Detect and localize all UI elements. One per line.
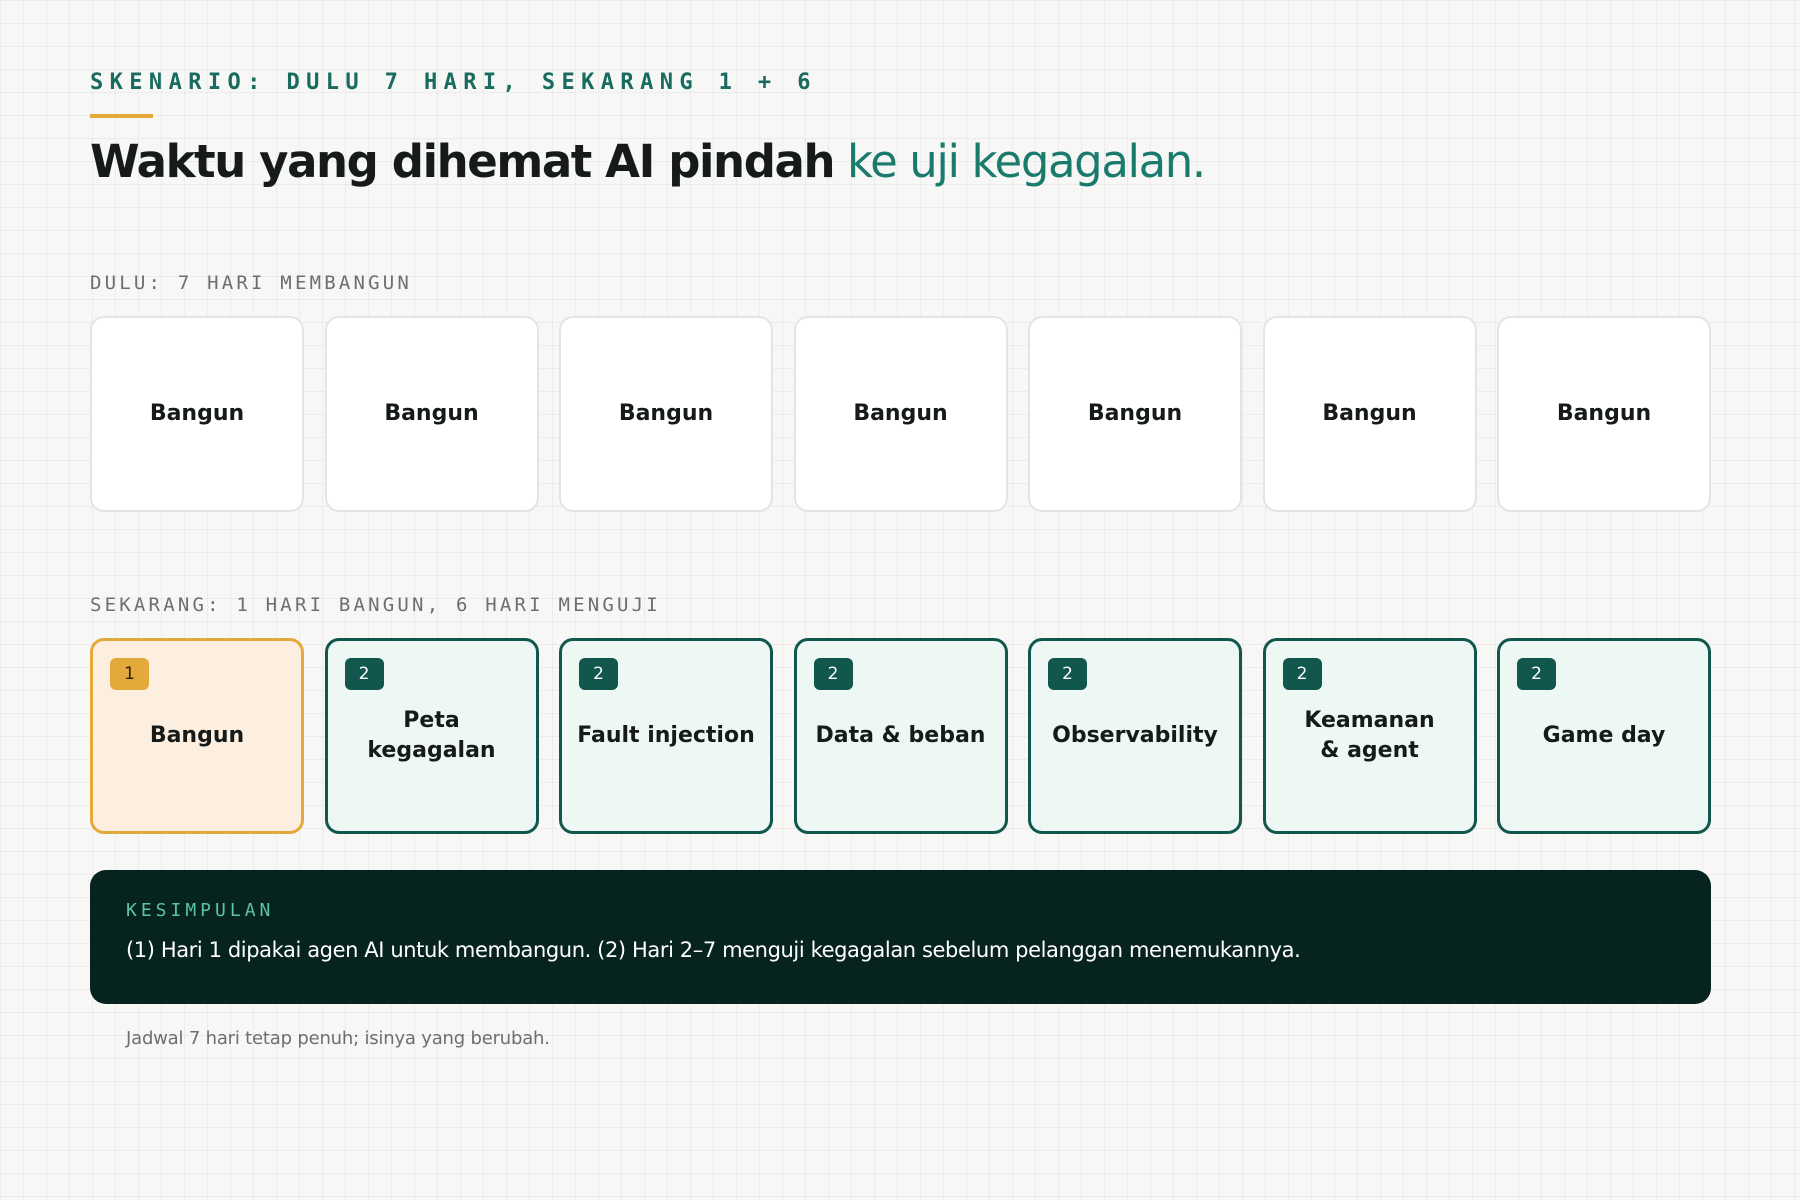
before-day-label: Bangun — [384, 401, 479, 426]
conclusion-label: KESIMPULAN — [126, 900, 275, 921]
day-badge: 2 — [1517, 658, 1556, 690]
after-day-label: Peta kegagalan — [367, 708, 496, 763]
before-day-label: Bangun — [853, 401, 948, 426]
before-day-label: Bangun — [149, 401, 245, 426]
before-day-label: Bangun — [618, 401, 714, 426]
before-day-5 — [1028, 316, 1242, 512]
after-section-label: SEKARANG: 1 HARI BANGUN, 6 HARI MENGUJI — [90, 594, 661, 616]
before-section-label: DULU: 7 HARI MEMBANGUN — [90, 272, 413, 294]
before-day-2 — [325, 316, 539, 512]
after-day-label: Observability — [1052, 723, 1218, 748]
before-day-row — [90, 316, 1711, 512]
day-badge: 2 — [1283, 658, 1322, 690]
before-day-label: Bangun — [1556, 401, 1652, 426]
after-day-label: Keamanan & agent — [1304, 708, 1435, 763]
after-day-3-test — [559, 638, 773, 834]
page-title-accent: ke uji kegagalan. — [847, 135, 1205, 188]
day-badge: 2 — [1048, 658, 1087, 690]
conclusion-text: (1) Hari 1 dipakai agen AI untuk membangun. (2) Hari 2–7 menguji kegagalan sebelum pelanggan menemukannya. — [126, 938, 1301, 962]
day-badge: 1 — [110, 658, 149, 690]
before-day-label: Bangun — [1087, 401, 1183, 426]
after-day-1-build — [90, 638, 304, 834]
after-day-label: Bangun — [149, 723, 245, 748]
before-day-1 — [90, 316, 304, 512]
after-day-6-test — [1263, 638, 1477, 834]
scenario-eyebrow: SKENARIO: DULU 7 HARI, SEKARANG 1 + 6 — [90, 70, 817, 95]
day-badge: 2 — [345, 658, 384, 690]
page-title-strong: Waktu yang dihemat AI pindah — [90, 135, 835, 188]
conclusion-panel — [90, 870, 1711, 1004]
before-day-label: Bangun — [1322, 401, 1417, 426]
before-day-3 — [559, 316, 773, 512]
before-day-7 — [1497, 316, 1711, 512]
after-day-4-test — [794, 638, 1008, 834]
after-day-5-test — [1028, 638, 1242, 834]
after-day-label: Fault injection — [577, 723, 755, 748]
page-title — [90, 130, 1205, 194]
after-day-row — [90, 638, 1711, 834]
after-day-2-test — [325, 638, 539, 834]
eyebrow-underline — [90, 114, 153, 118]
after-day-7-test — [1497, 638, 1711, 834]
day-badge: 2 — [579, 658, 618, 690]
day-badge: 2 — [814, 658, 853, 690]
before-day-4 — [794, 316, 1008, 512]
before-day-6 — [1263, 316, 1477, 512]
after-day-label: Data & beban — [815, 723, 986, 748]
footnote: Jadwal 7 hari tetap penuh; isinya yang berubah. — [126, 1028, 550, 1049]
after-day-label: Game day — [1542, 723, 1666, 748]
